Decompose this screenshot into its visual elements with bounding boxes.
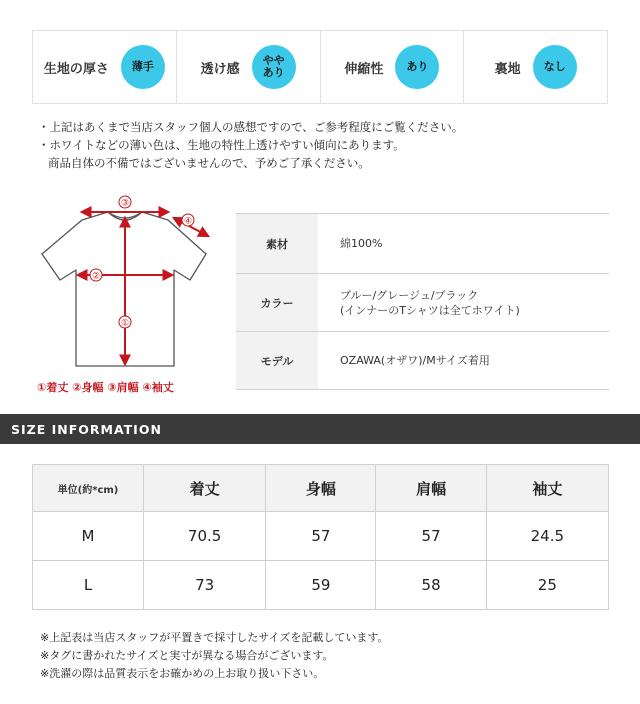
table-cell: 58 [376, 561, 486, 610]
note-line: ・ホワイトなどの薄い色は、生地の特性上透けやすい傾向にあります。 [38, 138, 405, 152]
column-header: 着丈 [144, 465, 266, 512]
attribute-sheerness [177, 31, 321, 103]
size-table-header-row [33, 465, 609, 512]
footer-notes [40, 629, 388, 683]
table-row [33, 561, 609, 610]
attribute-label: 透け感 [200, 61, 240, 77]
material-value [318, 214, 609, 273]
table-cell: 25 [486, 561, 608, 610]
size-label: L [33, 561, 144, 610]
attribute-badge: なし [533, 45, 577, 89]
marker-3: ③ [120, 198, 130, 209]
unit-header: 単位(約*cm) [33, 465, 144, 512]
table-cell: 24.5 [486, 512, 608, 561]
attribute-thickness [33, 31, 177, 103]
footer-note: ※洗濯の際は品質表示をお確かめの上お取り扱い下さい。 [40, 667, 325, 680]
size-information-header: SIZE INFORMATION [0, 414, 640, 444]
material-row [236, 214, 609, 274]
attribute-lining [464, 31, 607, 103]
color-value-line: (インナーのTシャツは全てホワイト) [340, 303, 520, 317]
attribute-badge: あり [395, 45, 439, 89]
column-header: 袖丈 [486, 465, 608, 512]
marker-1: ① [120, 318, 130, 329]
footer-note: ※タグに書かれたサイズと実寸が異なる場合がございます。 [40, 649, 334, 662]
color-row [236, 274, 609, 332]
tshirt-measurement-diagram [30, 188, 220, 398]
table-cell: 73 [144, 561, 266, 610]
material-table [236, 213, 609, 390]
attribute-stretch [321, 31, 465, 103]
attribute-badge: 薄手 [121, 45, 165, 89]
attribute-label: 伸縮性 [344, 61, 384, 77]
color-value [318, 274, 609, 331]
material-value-line: 綿100% [340, 237, 383, 250]
note-line: ・上記はあくまで当店スタッフ個人の感想ですので、ご参考程度にご覧ください。 [38, 120, 464, 134]
size-table [32, 464, 609, 610]
notes [38, 118, 463, 172]
model-row [236, 332, 609, 390]
table-row [33, 512, 609, 561]
color-value-line: ブルー/グレージュ/ブラック [340, 288, 479, 302]
marker-2: ② [91, 271, 101, 282]
column-header: 肩幅 [376, 465, 486, 512]
table-cell: 57 [266, 512, 376, 561]
marker-4: ④ [183, 216, 193, 227]
attribute-label: 生地の厚さ [43, 61, 109, 77]
fabric-attributes-bar [32, 30, 608, 104]
table-cell: 57 [376, 512, 486, 561]
model-value [318, 332, 609, 389]
model-value-line: OZAWA(オザワ)/Mサイズ着用 [340, 354, 490, 367]
table-cell: 70.5 [144, 512, 266, 561]
note-line: 商品自体の不備ではございませんので、予めご了承ください。 [48, 156, 370, 170]
attribute-label: 裏地 [494, 61, 521, 77]
attribute-badge: やや あり [252, 45, 296, 89]
color-key: カラー [236, 274, 318, 331]
column-header: 身幅 [266, 465, 376, 512]
model-key: モデル [236, 332, 318, 389]
table-cell: 59 [266, 561, 376, 610]
measurement-legend: ①着丈 ②身幅 ③肩幅 ④袖丈 [37, 381, 174, 394]
size-label: M [33, 512, 144, 561]
material-key: 素材 [236, 214, 318, 273]
footer-note: ※上記表は当店スタッフが平置きで採寸したサイズを記載しています。 [40, 631, 389, 644]
